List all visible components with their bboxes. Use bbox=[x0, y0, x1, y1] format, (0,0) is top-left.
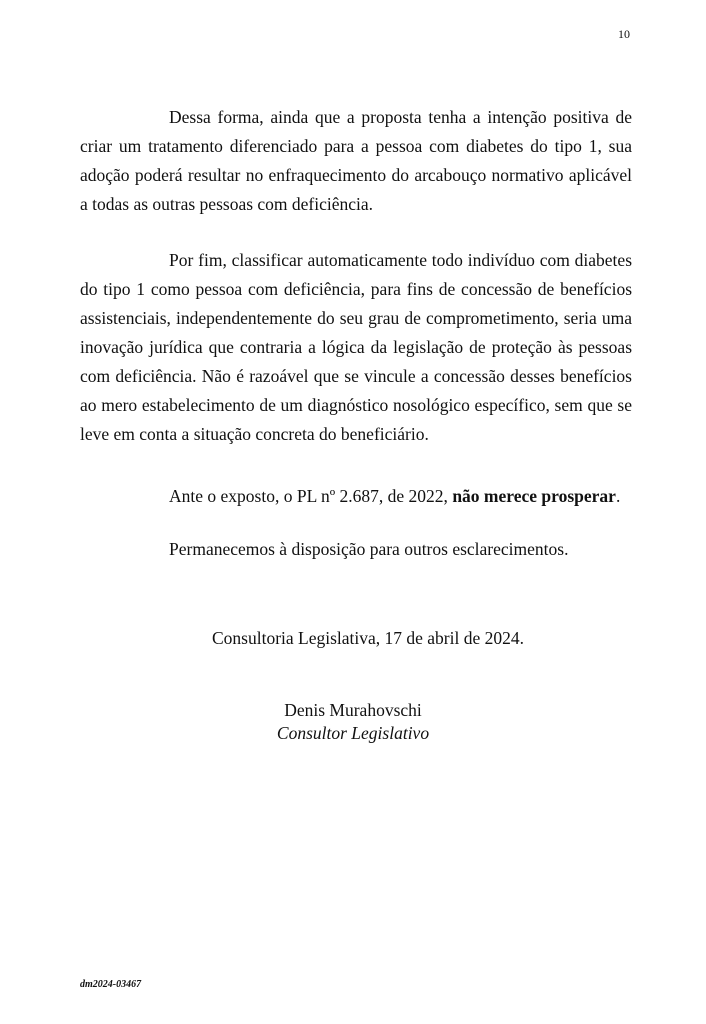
conclusion-line bbox=[169, 482, 620, 511]
signature-block bbox=[0, 699, 706, 745]
closing-line: Permanecemos à disposição para outros esclarecimentos. bbox=[169, 539, 569, 559]
page-number: 10 bbox=[618, 27, 630, 41]
paragraph-classificacao: Por fim, classificar automaticamente todo indivíduo com diabetes do tipo 1 como pessoa com deficiência, para fins de concessão de benefícios assistenciais, independentemente do seu grau de comprometimento, seria uma inovação jurídica que contraria a lógica da legislação de proteção às pessoas com deficiência. Não é razoável que se vincule a concessão desses benefícios ao mero estabelecimento de um diagnóstico nosológico específico, sem que se leve em conta a situação concreta do beneficiário. bbox=[80, 250, 632, 444]
conclusion-emphasis: não merece prosperar bbox=[452, 486, 616, 506]
conclusion-suffix: . bbox=[615, 486, 621, 506]
signatory-name: Denis Murahovschi bbox=[284, 700, 422, 720]
signatory-role: Consultor Legislativo bbox=[276, 723, 430, 743]
conclusion-prefix: Ante o exposto, o PL nº 2.687, de 2022, bbox=[169, 486, 453, 506]
paragraph-enfraquecimento: Dessa forma, ainda que a proposta tenha a intenção positiva de criar um tratamento diferenciado para a pessoa com diabetes do tipo 1, sua adoção poderá resultar no enfraquecimento do arcabouço normativo aplicável a todas as outras pessoas com deficiência. bbox=[80, 107, 632, 214]
document-code: dm2024-03467 bbox=[80, 979, 142, 990]
place-date: Consultoria Legislativa, 17 de abril de 2024. bbox=[211, 628, 525, 648]
